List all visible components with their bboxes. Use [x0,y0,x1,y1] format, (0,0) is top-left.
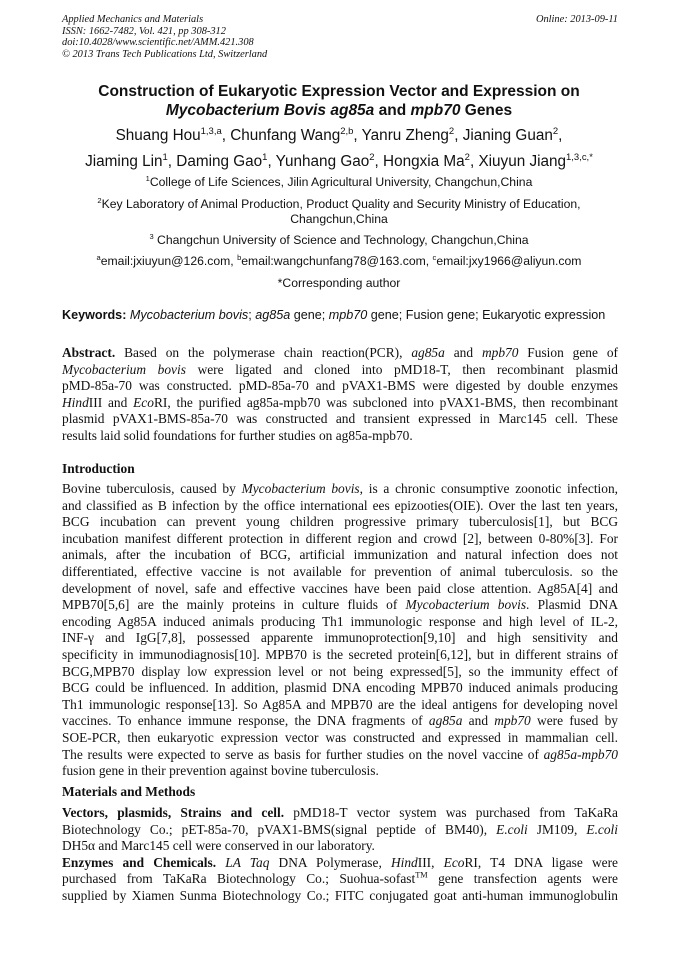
keyword: Mycobacterium bovis [129,308,249,322]
author-affil-sup: 2 [448,125,455,137]
journal-name: Applied Mechanics and Materials [62,14,204,25]
text-line: HindIII and EcoRI, the purified ag85a-mpb70 was subcloned into pVAX1-BMS, then recombinant [62,394,618,410]
author-affil-sup: 1 [262,151,268,163]
author-name: Yanru Zheng [361,127,449,144]
author-affil-sup: 2 [464,151,470,163]
text-line: MPB70[5,6] are the mainly proteins in culture fluids of Mycobacterium bovis. Plasmid DNA [62,597,618,613]
author-list [40,123,638,175]
paragraph-label: Enzymes and Chemicals. [62,854,217,870]
keywords [62,308,618,322]
affil-text-cont: Changchun,China [290,212,388,226]
keyword: mpb70 [328,308,368,322]
text-line: animals, after the incubation of BCG, artificial immunization and natural infection does not [62,547,618,563]
keyword-sep: ; [248,308,256,322]
text-line: DH5α and Marc145 cell were conserved in our laboratory. [62,838,375,854]
keyword-rest: gene; Fusion gene; Eukaryotic expression [367,308,606,322]
title-line-2 [40,101,638,120]
author-affil-sup: 2 [369,151,375,163]
title-gene: mpb70 [410,102,461,119]
title-and: and [374,102,411,119]
introduction-body [62,481,618,780]
title-species: Mycobacterium Bovis ag85a [165,102,375,119]
methods-body [62,805,618,905]
text-line: Vectors, plasmids, Strains and cell. pMD18-T vector system was purchased from TaKaRa [62,805,618,820]
copyright-line: © 2013 Trans Tech Publications Ltd, Switzerland [62,48,268,60]
text-line: development of novel, safe and effective vaccines have been paid close attention. Ag85A[4] and [62,580,618,596]
email-a: email:jxiuyun@126.com, [100,254,238,268]
text-line: BCG,MPB70 display low expression level or not being expressed[5], so the immunity effect of [62,663,618,679]
text-line: pMD-85a-70 was constructed. pMD-85a-70 and pVAX1-BMS were digested by double enzymes [62,378,618,394]
keyword-sep: gene; [290,308,329,322]
email-c: email:jxy1966@aliyun.com [436,254,582,268]
email-line [40,254,638,269]
online-date: Online: 2013-09-11 [535,14,618,25]
journal-header [62,14,618,60]
section-heading-introduction: Introduction [62,461,135,476]
text-line: vaccines. To enhance immune response, the DNA fragments of ag85a and mpb70 were fused by [62,713,618,729]
author-name: Shuang Hou [115,127,201,144]
author-name: Daming Gao [176,153,263,170]
text-line: and classified as B infection by the office international ees epizooties(OIE). Over the last ten years, [62,497,618,513]
affiliation-3 [40,233,638,248]
text-line: specificity in immunodiagnosis[10]. MPB70 is the secreted protein[6,12], but in different strains of [62,646,618,662]
affil-text: Changchun University of Science and Technology, Changchun,China [153,233,529,247]
abstract-label: Abstract. [62,345,116,360]
author-affil-sup: 1 [162,151,168,163]
text-line: differentiated, effective vaccine is not available for prevention of animal tuberculosis. so the [62,563,618,579]
affil-text: College of Life Sciences, Jilin Agricultural University, Changchun,China [149,175,533,189]
author-name: Jiaming Lin [85,153,163,170]
author-affil-sup: 2,b [340,125,354,137]
text-line: The results were expected to serve as basis for further studies on the novel vaccine of ag85a-mpb70 [62,746,618,762]
issn-line: ISSN: 1662-7482, Vol. 421, pp 308-312 [62,25,226,37]
author-name: Xiuyun Jiang [478,153,567,170]
text-line: encoding Ag85A induced animals producing Th1 immunologic response and high level of IL-2, [62,613,618,629]
affil-sup: 1 [145,173,150,183]
text-line: fusion gene in their prevention against bovine tuberculosis. [62,763,379,779]
author-name: Yunhang Gao [275,153,370,170]
title-line-1: Construction of Eukaryotic Expression Vector and Expression on [98,83,580,100]
affiliation-2 [40,197,638,227]
text-line: Th1 immunologic response[13]. So Ag85A and MPB70 are the ideal antigens for developing novel [62,696,618,712]
author-name: Jianing Guan [462,127,553,144]
corresponding-author: *Corresponding author [277,276,401,290]
author-name: Chunfang Wang [230,127,341,144]
text-line: incubation manifest different protection in different region and crowd [2], between 0-80%[3]. For [62,530,618,546]
keyword: ag85a [255,308,291,322]
author-line-1: Shuang Hou$^{1,3,a}$, Chunfang Wang$^{2,b}$, Yanru Zheng$^2$, Jianing Guan$^2$, [115,125,563,144]
affil-sup: 2 [97,195,102,205]
text-line: plasmid pVAX1-BMS-85a-70 was constructed and transient expressed in Marc145 cell. These [62,411,618,427]
text-line: Abstract. Based on the polymerase chain reaction(PCR), ag85a and mpb70 Fusion gene of [62,345,618,360]
affil-text: Key Laboratory of Animal Production, Product Quality and Security Ministry of Education, [101,197,581,211]
text-line: SOE-PCR, then eukaryotic expression vector was constructed and expressed in mammalian cell. [62,729,618,745]
author-line-2: Jiaming Lin$^1$, Daming Gao$^1$, Yunhang Gao$^2$, Hongxia Ma$^2$, Xiuyun Jiang$^{1,3,c,*}$ [85,151,593,170]
author-affil-sup: 2 [552,125,559,137]
abstract [62,345,618,445]
title-end: Genes [460,102,513,119]
email-b: email:wangchunfang78@163.com, [241,254,433,268]
keywords-label: Keywords: [62,308,127,322]
paragraph-label: Vectors, plasmids, Strains and cell. [62,805,285,820]
email-sup: b [237,252,242,262]
text-line: Bovine tuberculosis, caused by Mycobacterium bovis, is a chronic consumptive zoonotic infection, [62,481,619,496]
text-line: Biotechnology Co.; pET-85a-70, pVAX1-BMS(signal peptide of BM40), E.coli JM109, E.coli [62,821,618,837]
author-name: Hongxia Ma [383,153,465,170]
text-line: results laid solid foundations for further studies on ag85a-mpb70. [62,427,413,443]
text-line: INF-γ and IgG[7,8], possessed apparente immunoprotection[9,10] and high sensitivity and [62,630,618,646]
doi-line: doi:10.4028/www.scientific.net/AMM.421.308 [62,37,254,49]
email-sup: a [96,252,101,262]
text-line: BCG could be influenced. In addition, plasmid DNA encoding MPB70 induced animals producing [62,680,618,696]
author-affil-sup: 1,3,a [200,125,222,137]
affiliation-1 [40,175,638,190]
section-heading-methods: Materials and Methods [62,784,196,799]
affil-sup: 3 [149,231,154,241]
text-line: BCG incubation can prevent young children progressive primary tuberculosis[1], but BCG [62,514,618,530]
email-sup: c [432,252,437,262]
text-line: purchased from TaKaRa Biotechnology Co.; Suohua-sofast™ gene transfection agents were [62,870,618,887]
text-line: Mycobacterium bovis were ligated and cloned into pMD18-T, then recombinant plasmid [62,361,618,377]
text-line: Enzymes and Chemicals. LA Taq DNA Polymerase, HindIII, EcoRI, T4 DNA ligase were [62,854,618,870]
text-line: supplied by Xiamen Sunma Biotechnology Co.; FITC conjugated goat anti-human immunoglobulin [62,887,618,903]
paper-title [40,82,638,120]
author-affil-sup: 1,3,c,* [566,151,593,163]
